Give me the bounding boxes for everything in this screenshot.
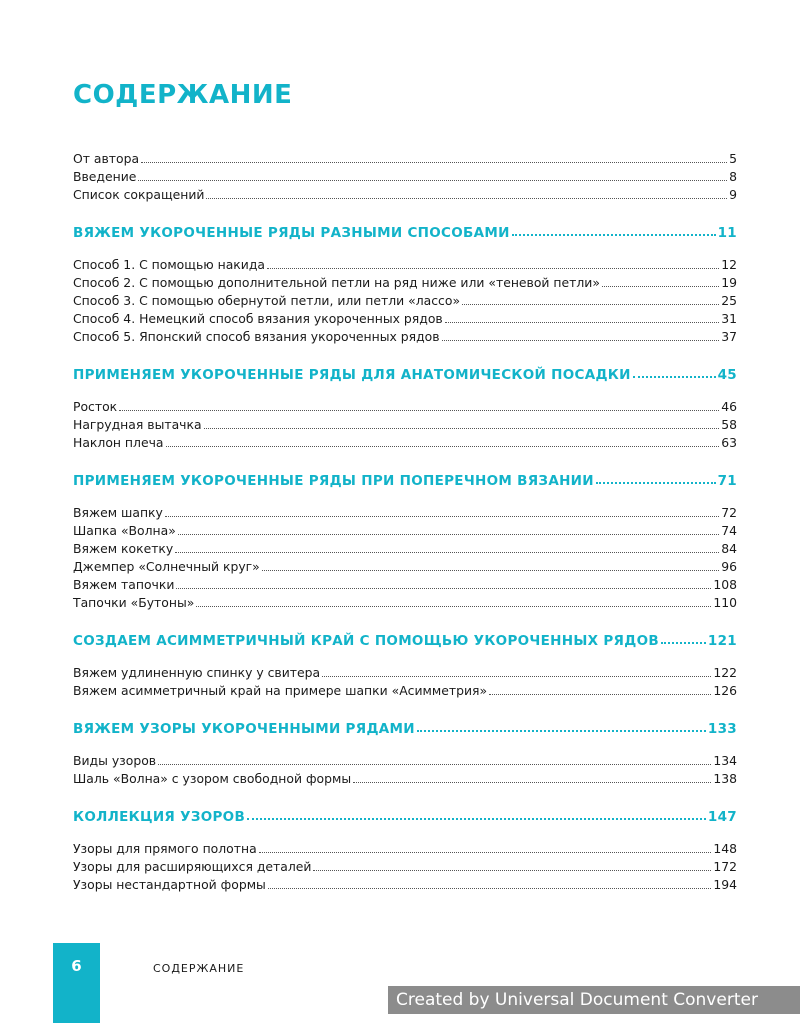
toc-entry-title: Введение	[73, 169, 137, 184]
toc-entry[interactable]	[73, 522, 737, 540]
toc-entry-title: Узоры для расширяющихся деталей	[73, 859, 312, 874]
dot-leader	[206, 197, 727, 199]
toc-entry-page: 19	[721, 275, 737, 290]
section-page: 147	[707, 809, 737, 825]
dot-leader	[196, 605, 711, 607]
toc-entry-page: 138	[713, 771, 737, 786]
dot-leader	[322, 675, 711, 677]
toc-entry-title: Шапка «Волна»	[73, 523, 176, 538]
toc-entry[interactable]	[73, 328, 737, 346]
section-page: 133	[707, 721, 737, 737]
dot-leader	[204, 427, 720, 429]
toc-entry[interactable]	[73, 186, 737, 204]
toc-entry-page: 96	[721, 559, 737, 574]
page-number-tab	[53, 943, 100, 1023]
section-title: КОЛЛЕКЦИЯ УЗОРОВ	[73, 809, 246, 825]
section-page: 71	[717, 473, 737, 489]
toc-entry[interactable]	[73, 168, 737, 186]
toc-entry[interactable]	[73, 150, 737, 168]
toc-entry[interactable]	[73, 858, 737, 876]
dot-leader	[138, 179, 727, 181]
dot-leader	[268, 887, 712, 889]
dot-leader	[661, 641, 706, 644]
dot-leader	[442, 339, 720, 341]
toc-entry-title: Узоры нестандартной формы	[73, 877, 266, 892]
toc-entry-title: Вяжем шапку	[73, 505, 163, 520]
page-title: СОДЕРЖАНИЕ	[73, 80, 293, 110]
toc-entry-title: Нагрудная вытачка	[73, 417, 202, 432]
toc-entry-title: Тапочки «Бутоны»	[73, 595, 195, 610]
dot-leader	[596, 481, 716, 484]
toc-entry-page: 108	[713, 577, 737, 592]
dot-leader	[166, 445, 720, 447]
toc-entry-page: 5	[729, 151, 737, 166]
toc-entry[interactable]	[73, 664, 737, 682]
section-page: 11	[717, 225, 737, 241]
toc-entry-title: Шаль «Волна» с узором свободной формы	[73, 771, 352, 786]
toc-entry-page: 126	[713, 683, 737, 698]
section-heading[interactable]	[73, 806, 737, 826]
section-title: СОЗДАЕМ АСИММЕТРИЧНЫЙ КРАЙ С ПОМОЩЬЮ УКОРОЧЕННЫХ РЯДОВ	[73, 633, 659, 649]
dot-leader	[417, 729, 706, 732]
dot-leader	[165, 515, 719, 517]
section-title: ВЯЖЕМ УЗОРЫ УКОРОЧЕННЫМИ РЯДАМИ	[73, 721, 415, 737]
toc-entry-title: Росток	[73, 399, 118, 414]
toc-entry-title: Способ 4. Немецкий способ вязания укороченных рядов	[73, 311, 443, 326]
toc-entry[interactable]	[73, 770, 737, 788]
toc-entry-title: От автора	[73, 151, 140, 166]
toc-entry[interactable]	[73, 576, 737, 594]
toc-entry[interactable]	[73, 434, 737, 452]
section-title: ПРИМЕНЯЕМ УКОРОЧЕННЫЕ РЯДЫ ПРИ ПОПЕРЕЧНОМ ВЯЗАНИИ	[73, 473, 594, 489]
toc-entry-page: 58	[721, 417, 737, 432]
toc-entry[interactable]	[73, 876, 737, 894]
toc-entry-page: 46	[721, 399, 737, 414]
toc-entry[interactable]	[73, 682, 737, 700]
section-heading[interactable]	[73, 470, 737, 490]
toc-entry[interactable]	[73, 274, 737, 292]
toc-entry[interactable]	[73, 752, 737, 770]
toc-entry-page: 74	[721, 523, 737, 538]
dot-leader	[119, 409, 719, 411]
toc-entry[interactable]	[73, 594, 737, 612]
toc-entry[interactable]	[73, 504, 737, 522]
toc-entry-page: 8	[729, 169, 737, 184]
dot-leader	[175, 551, 719, 553]
section-page: 121	[707, 633, 737, 649]
dot-leader	[158, 763, 711, 765]
toc-entry-title: Вяжем тапочки	[73, 577, 175, 592]
dot-leader	[267, 267, 719, 269]
dot-leader	[602, 285, 719, 287]
dot-leader	[313, 869, 711, 871]
toc-entry-title: Способ 1. С помощью накида	[73, 257, 266, 272]
toc-entry-title: Способ 5. Японский способ вязания укороченных рядов	[73, 329, 440, 344]
toc-entry-page: 134	[713, 753, 737, 768]
dot-leader	[247, 817, 706, 820]
watermark: Created by Universal Document Converter	[388, 986, 800, 1014]
toc-entry[interactable]	[73, 416, 737, 434]
toc-entry-title: Вяжем асимметричный край на примере шапки «Асимметрия»	[73, 683, 488, 698]
toc-entry-page: 110	[713, 595, 737, 610]
dot-leader	[176, 587, 711, 589]
toc-entry-page: 194	[713, 877, 737, 892]
toc-entry[interactable]	[73, 840, 737, 858]
toc-entry[interactable]	[73, 540, 737, 558]
toc-entry-page: 122	[713, 665, 737, 680]
toc-entry-page: 148	[713, 841, 737, 856]
section-title: ВЯЖЕМ УКОРОЧЕННЫЕ РЯДЫ РАЗНЫМИ СПОСОБАМИ	[73, 225, 510, 241]
table-of-contents	[73, 140, 737, 894]
dot-leader	[445, 321, 720, 323]
section-heading[interactable]	[73, 364, 737, 384]
toc-entry-title: Список сокращений	[73, 187, 205, 202]
toc-entry-page: 25	[721, 293, 737, 308]
toc-entry-page: 84	[721, 541, 737, 556]
dot-leader	[633, 375, 716, 378]
toc-entry-page: 63	[721, 435, 737, 450]
dot-leader	[259, 851, 712, 853]
section-title: ПРИМЕНЯЕМ УКОРОЧЕННЫЕ РЯДЫ ДЛЯ АНАТОМИЧЕСКОЙ ПОСАДКИ	[73, 367, 631, 383]
toc-entry[interactable]	[73, 292, 737, 310]
section-page: 45	[717, 367, 737, 383]
toc-entry-title: Узоры для прямого полотна	[73, 841, 257, 856]
toc-entry-title: Джемпер «Солнечный круг»	[73, 559, 260, 574]
toc-entry-title: Способ 2. С помощью дополнительной петли на ряд ниже или «теневой петли»	[73, 275, 600, 290]
section-heading[interactable]	[73, 718, 737, 738]
toc-entry[interactable]	[73, 398, 737, 416]
toc-entry-title: Вяжем кокетку	[73, 541, 174, 556]
toc-entry-page: 72	[721, 505, 737, 520]
toc-entry[interactable]	[73, 256, 737, 274]
dot-leader	[178, 533, 719, 535]
toc-entry-page: 31	[721, 311, 737, 326]
toc-entry-title: Вяжем удлиненную спинку у свитера	[73, 665, 321, 680]
dot-leader	[262, 569, 719, 571]
intro-list	[73, 150, 737, 204]
toc-entry[interactable]	[73, 310, 737, 328]
toc-entry-page: 37	[721, 329, 737, 344]
toc-entry-title: Наклон плеча	[73, 435, 164, 450]
section-heading[interactable]	[73, 630, 737, 650]
toc-entry-page: 172	[713, 859, 737, 874]
toc-entry-page: 12	[721, 257, 737, 272]
dot-leader	[489, 693, 711, 695]
dot-leader	[512, 233, 716, 236]
toc-entry-title: Способ 3. С помощью обернутой петли, или петли «лассо»	[73, 293, 461, 308]
dot-leader	[353, 781, 711, 783]
dot-leader	[462, 303, 719, 305]
section-heading[interactable]	[73, 222, 737, 242]
running-footer: СОДЕРЖАНИЕ	[153, 962, 245, 975]
toc-entry[interactable]	[73, 558, 737, 576]
toc-entry-title: Виды узоров	[73, 753, 157, 768]
toc-entry-page: 9	[729, 187, 737, 202]
page-number: 6	[71, 957, 82, 975]
dot-leader	[141, 161, 727, 163]
